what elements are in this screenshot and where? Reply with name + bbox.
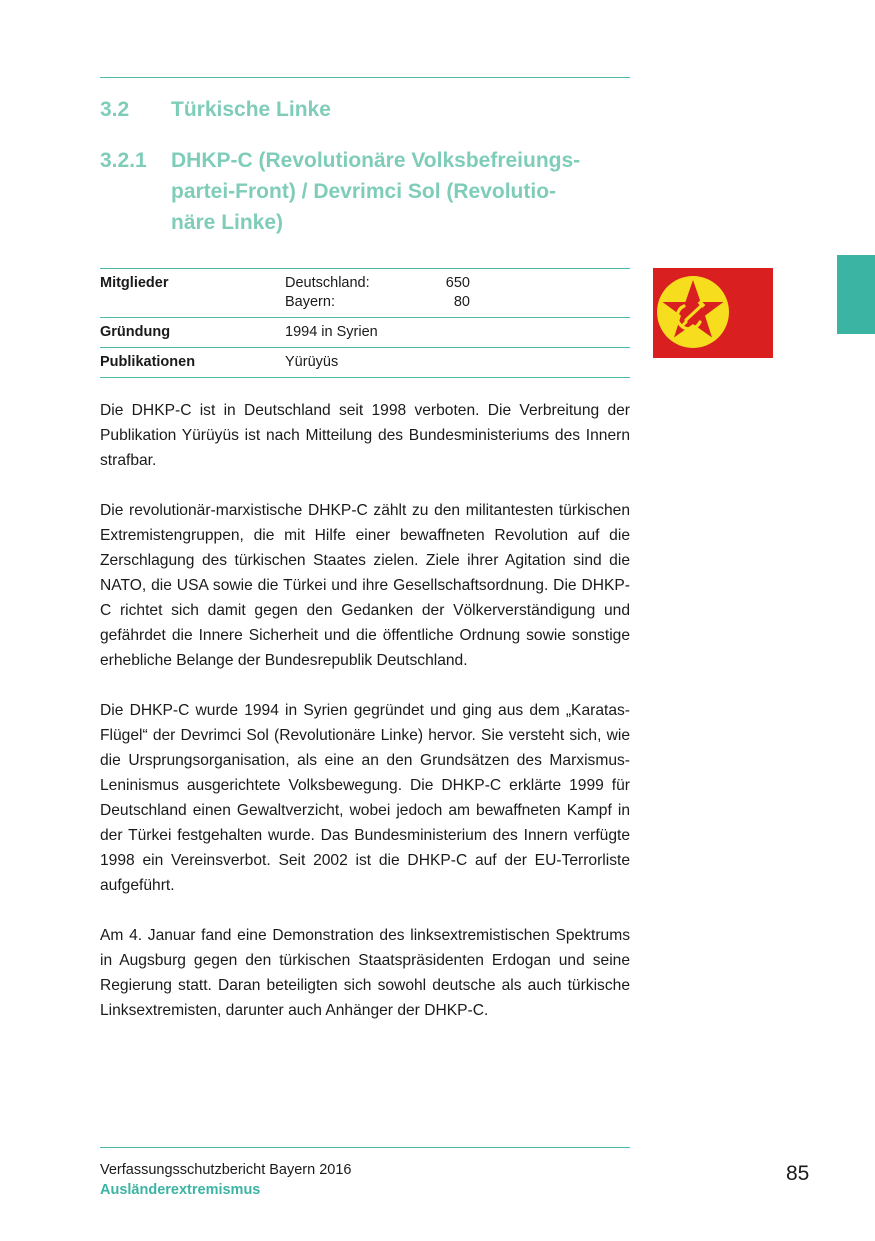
publications-label: Publikationen <box>100 354 196 370</box>
section-number: 3.2 <box>100 98 130 121</box>
bottom-divider <box>100 1147 630 1148</box>
publications-value: Yürüyüs <box>285 354 339 370</box>
paragraph: Die DHKP-C wurde 1994 in Syrien gegründet und ging aus dem „Karatas-Flügel“ der Devrimci Sol (Revolutionäre Linke) hervor. Sie versteht sich, wie die Ursprungsorganisation, als eine an den Grundsätzen des Marxismus-Leninismus ausgerichtete Volksbewegung. Die DHKP-C erklärte 1999 für Deutschland einen Gewaltverzicht, wobei jedoch am bewaffneten Kampf in der Türkei festgehalten wurde. Das Bundesministerium des Innern verfügte 1998 ein Vereinsverbot. Seit 2002 ist die DHKP-C auf der EU-Terrorliste aufgeführt. <box>100 702 630 894</box>
paragraph: Die revolutionär-marxistische DHKP-C zählt zu den militantesten türkischen Extremistengruppen, die mit Hilfe einer bewaffneten Revolution auf die Zerschlagung des türkischen Staates zielen. Ziele ihrer Agitation sind die NATO, die USA sowie die Türkei und ihre Gesellschaftsordnung. Die DHKP-C richtet sich damit gegen den Gedanken der Völkerverständigung und gefährdet die Innere Sicherheit und die öffentliche Ordnung sowie sonstige erhebliche Belange der Bundesrepublik Deutschland. <box>100 502 630 669</box>
subsection-title-line: partei-Front) / Devrimci Sol (Revolutio- <box>171 180 557 203</box>
facts-row-founding <box>100 318 630 348</box>
bavaria-value: 80 <box>453 294 470 310</box>
paragraph: Die DHKP-C ist in Deutschland seit 1998 verboten. Die Verbreitung der Publikation Yürüyüs ist nach Mitteilung des Bundesministeriums des Innern strafbar. <box>100 402 630 469</box>
top-divider <box>100 77 630 78</box>
bavaria-label: Bayern: <box>285 294 335 310</box>
facts-table <box>100 268 630 378</box>
subsection-title-line: näre Linke) <box>171 211 284 234</box>
section-tab <box>837 255 875 334</box>
subsection-title <box>171 145 641 238</box>
paragraph: Am 4. Januar fand eine Demonstration des linksextremistischen Spektrums in Augsburg gegen den türkischen Staatspräsidenten Erdogan und seine Regierung statt. Daran beteiligten sich sowohl deutsche als auch türkische Linksextremisten, darunter auch Anhänger der DHKP-C. <box>100 927 630 1019</box>
subsection-title-line: DHKP-C (Revolutionäre Volksbefreiungs- <box>171 149 581 172</box>
page-number: 85 <box>786 1162 810 1185</box>
subsection-number: 3.2.1 <box>100 149 147 172</box>
founding-value: 1994 in Syrien <box>285 324 378 340</box>
footer-section: Ausländerextremismus <box>100 1182 261 1198</box>
germany-label: Deutschland: <box>285 275 370 291</box>
members-values <box>440 269 470 318</box>
germany-value: 650 <box>445 275 470 291</box>
founding-label: Gründung <box>100 324 171 340</box>
spacer <box>470 269 630 318</box>
dhkp-c-flag-icon <box>653 268 773 358</box>
section-title: Türkische Linke <box>171 98 331 121</box>
members-regions <box>285 269 440 318</box>
facts-row-publications <box>100 348 630 378</box>
members-label: Mitglieder <box>100 275 169 291</box>
body-text <box>100 398 630 1048</box>
facts-row-members <box>100 269 630 318</box>
footer-title: Verfassungsschutzbericht Bayern 2016 <box>100 1162 352 1178</box>
